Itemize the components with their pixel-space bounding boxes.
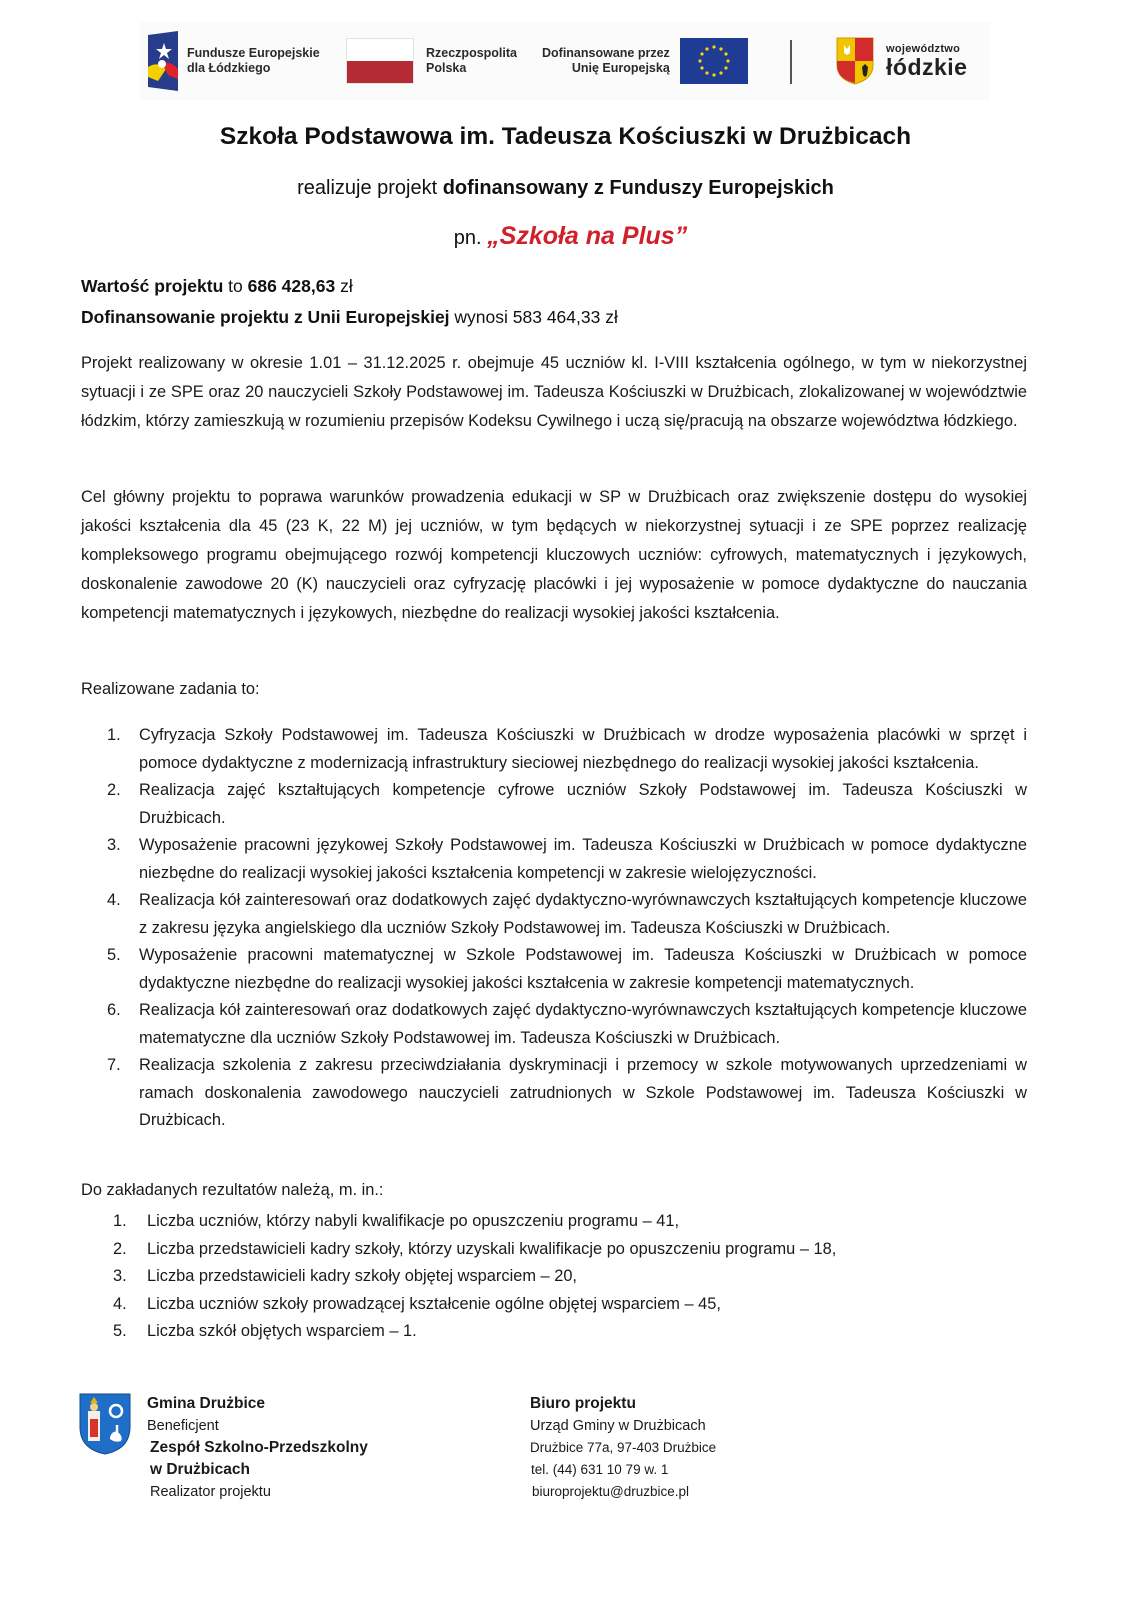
task-text: Realizacja kół zainteresowań oraz dodatkowych zajęć dydaktyczno-wyrównawczych kształtujących kompetencje kluczowe z zakresu języka angielskiego dla uczniów Szkoły Podstawowej im. Tadeusza Kościuszki w Drużbicach. (139, 891, 1027, 937)
realizer-name-line1: Zespół Szkolno-Przedszkolny (150, 1439, 368, 1456)
task-text: Realizacja kół zainteresowań oraz dodatkowych zajęć dydaktyczno-wyrównawczych kształtujących kompetencje kluczowe matematyczne dla uczniów Szkoły Podstawowej im. Tadeusza Kościuszki w Drużbicach. (139, 1001, 1027, 1047)
task-number: 5. (107, 946, 121, 964)
task-item (81, 777, 1027, 832)
subtitle-regular: realizuje projekt (297, 177, 443, 199)
project-office-email[interactable]: biuroprojektu@druzbice.pl (532, 1484, 690, 1499)
task-text: Realizacja szkolenia z zakresu przeciwdziałania dyskryminacji i przemocy w szkole motywowanych uprzedzeniami w ramach doskonalenia zawodowego nauczycieli zatrudnionych w Szkole Podstawowej im. Tadeusza Kościuszki w Drużbicach. (139, 1056, 1027, 1129)
lodzkie-coat-of-arms-icon (836, 37, 874, 85)
realizer-role: Realizator projektu (150, 1484, 271, 1500)
eu-logo-line2: Unię Europejską (571, 61, 670, 75)
eu-funding-line (81, 307, 618, 328)
task-number: 6. (107, 1001, 121, 1019)
project-name-prefix: pn. (453, 227, 488, 249)
result-number: 3. (113, 1267, 127, 1286)
eu-cofinanced-logo (542, 22, 748, 100)
result-text: Liczba szkół objętych wsparciem – 1. (147, 1322, 417, 1341)
beneficiary-name: Gmina Drużbice (147, 1395, 265, 1412)
project-value-currency: zł (335, 276, 353, 296)
result-item (81, 1263, 836, 1291)
realizer-name-line2: w Drużbicach (150, 1461, 250, 1478)
pl-logo-line1: Rzeczpospolita (426, 46, 517, 60)
task-text: Wyposażenie pracowni matematycznej w Szkole Podstawowej im. Tadeusza Kościuszki w Drużbicach w pomoce dydaktyczne niezbędne do realizacji wysokiej jakości kształcenia w zakresie kompetencji matematycznych. (139, 946, 1027, 992)
result-text: Liczba uczniów szkoły prowadzącej kształcenie ogólne objętej wsparciem – 45, (147, 1294, 721, 1313)
tasks-intro: Realizowane zadania to: (81, 680, 260, 698)
task-number: 2. (107, 781, 121, 799)
result-number: 1. (113, 1212, 127, 1230)
beneficiary-role: Beneficjent (147, 1418, 219, 1434)
polish-flag-icon (346, 38, 414, 84)
task-item (81, 942, 1027, 997)
results-list (81, 1208, 836, 1346)
fundusze-europejskie-logo (148, 22, 320, 100)
project-value-amount: 686 428,63 (247, 276, 336, 296)
task-text: Wyposażenie pracowni językowej Szkoły Podstawowej im. Tadeusza Kościuszki w Drużbicach w pomoce dydaktyczne niezbędne do realizacji wysokiej jakości kształcenia kompetencji w zakresie wielojęzyczności. (139, 836, 1027, 882)
project-office-address: Drużbice 77a, 97-403 Drużbice (530, 1440, 717, 1455)
tasks-list (81, 722, 1027, 1135)
lodz-logo-line1: województwo (886, 43, 961, 55)
eu-flag-icon (680, 38, 748, 84)
result-number: 2. (113, 1239, 127, 1258)
subtitle-bold: dofinansowany z Funduszy Europejskich (442, 177, 834, 199)
task-text: Realizacja zajęć kształtujących kompetencje cyfrowe uczniów Szkoły Podstawowej im. Tadeusza Kościuszki w Drużbicach. (139, 781, 1027, 827)
rzeczpospolita-polska-logo (346, 22, 517, 100)
druzbice-coat-of-arms-icon (79, 1393, 131, 1455)
task-number: 3. (107, 836, 121, 854)
project-office-name: Urząd Gminy w Drużbicach (530, 1418, 706, 1434)
footer-project-office (530, 1393, 716, 1503)
fe-logo-line2: dla Łódzkiego (187, 61, 271, 75)
funding-logo-bar (140, 22, 990, 100)
project-office-phone: tel. (44) 631 10 79 w. 1 (531, 1462, 669, 1477)
wojewodztwo-lodzkie-logo (836, 22, 967, 100)
project-value-line (81, 276, 353, 297)
page-title: Szkoła Podstawowa im. Tadeusza Kościuszki w Drużbicach (219, 123, 912, 150)
task-number: 1. (107, 726, 121, 744)
project-value-connector: to (223, 276, 248, 296)
project-value-label: Wartość projektu (81, 276, 224, 296)
results-intro: Do zakładanych rezultatów należą, m. in.: (81, 1181, 384, 1199)
project-name-line (0, 222, 1131, 251)
result-number: 5. (113, 1322, 127, 1341)
eu-funding-label: Dofinansowanie projektu z Unii Europejskiej (81, 307, 450, 327)
result-text: Liczba przedstawicieli kadry szkoły objętej wsparciem – 20, (147, 1267, 577, 1286)
logo-divider (790, 40, 792, 84)
lodz-logo-line2: łódzkie (886, 54, 968, 80)
eu-funding-amount: wynosi 583 464,33 zł (449, 307, 618, 327)
project-name: „Szkoła na Plus” (487, 222, 688, 250)
fe-logo-line1: Fundusze Europejskie (187, 46, 320, 60)
result-text: Liczba uczniów, którzy nabyli kwalifikacje po opuszczeniu programu – 41, (147, 1212, 680, 1230)
result-item (81, 1208, 836, 1236)
result-item (81, 1236, 836, 1264)
footer-beneficiary (147, 1393, 368, 1503)
task-item (81, 1052, 1027, 1135)
result-text: Liczba przedstawicieli kadry szkoły, którzy uzyskali kwalifikacje po opuszczeniu programu – 18, (147, 1239, 837, 1258)
project-office-title: Biuro projektu (530, 1395, 636, 1412)
task-item (81, 722, 1027, 777)
subtitle (0, 177, 1131, 200)
result-item (81, 1291, 836, 1319)
fe-star-icon (148, 31, 178, 91)
pl-logo-line2: Polska (426, 61, 467, 75)
result-item (81, 1318, 836, 1346)
task-item (81, 887, 1027, 942)
task-item (81, 832, 1027, 887)
eu-logo-line1: Dofinansowane przez (542, 46, 670, 60)
task-item (81, 997, 1027, 1052)
task-text: Cyfryzacja Szkoły Podstawowej im. Tadeusza Kościuszki w Drużbicach w drodze wyposażenia placówki w sprzęt i pomoce dydaktyczne z modernizacją infrastruktury sieciowej niezbędnego do realizacji wysokiej jakości kształcenia. (139, 726, 1027, 772)
result-number: 4. (113, 1294, 127, 1313)
task-number: 7. (107, 1056, 121, 1074)
project-period-paragraph: Projekt realizowany w okresie 1.01 – 31.12.2025 r. obejmuje 45 uczniów kl. I-VIII kształcenia ogólnego, w tym w niekorzystnej sytuacji i ze SPE oraz 20 nauczycieli Szkoły Podstawowej im. Tadeusza Kościuszki w Drużbicach, zlokalizowanej w województwie łódzkim, którzy zamieszkują w rozumieniu przepisów Kodeksu Cywilnego i uczą się/pracują na obszarze województwa łódzkiego. (81, 354, 1027, 430)
task-number: 4. (107, 891, 121, 909)
project-goal-paragraph: Cel główny projektu to poprawa warunków prowadzenia edukacji w SP w Drużbicach oraz zwiększenie dostępu do wysokiej jakości kształcenia dla 45 (23 K, 22 M) jej uczniów, w tym będących w niekorzystnej sytuacji i ze SPE poprzez realizację kompleksowego programu obejmującego rozwój kompetencji kluczowych uczniów: cyfrowych, matematycznych i językowych, doskonalenie zawodowe 20 (K) nauczycieli oraz cyfryzację placówki i jej wyposażenie w pomoce dydaktyczne do nauczania kompetencji matematycznych i językowych, niezbędne do realizacji wysokiej jakości kształcenia. (81, 488, 1027, 622)
